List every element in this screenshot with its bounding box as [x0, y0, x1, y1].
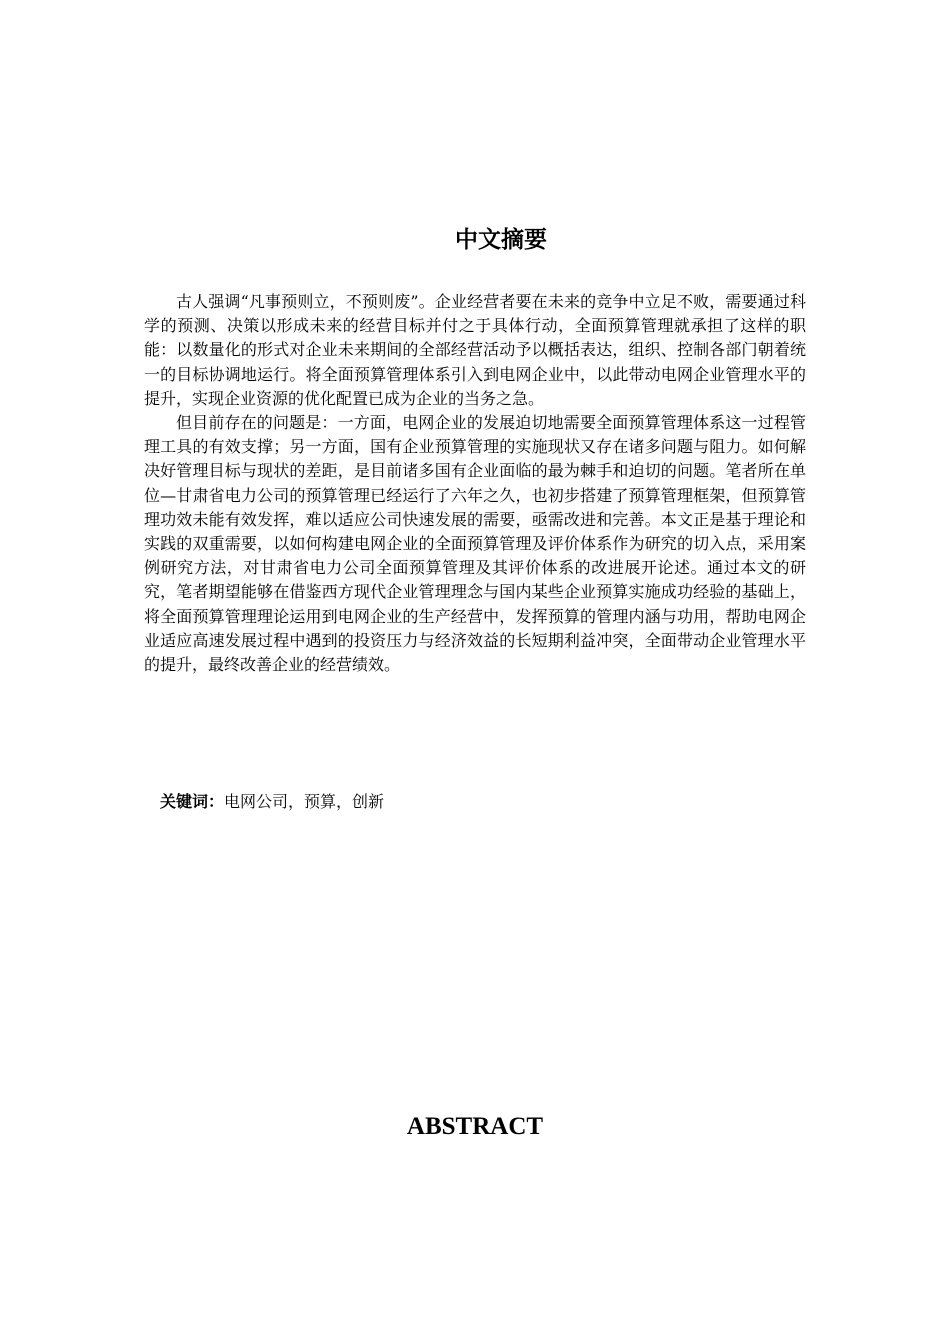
keywords-value: 电网公司，预算，创新 — [224, 792, 385, 811]
abstract-paragraph-2: 但目前存在的问题是：一方面，电网企业的发展迫切地需要全面预算管理体系这一过程管理工具的有效支撑；另一方面，国有企业预算管理的实施现状又存在诸多问题与阻力。如何解决好管理目标与现状的差距，是目前诸多国有企业面临的最为棘手和迫切的问题。笔者所在单位—甘肃省电力公司的预算管理已经运行了六年之久，也初步搭建了预算管理框架，但预算管理功效未能有效发挥，难以适应公司快速发展的需要，亟需改进和完善。本文正是基于理论和实践的双重需要，以如何构建电网企业的全面预算管理及评价体系作为研究的切入点，采用案例研究方法，对甘肃省电力公司全面预算管理及其评价体系的改进展开论述。通过本文的研究，笔者期望能够在借鉴西方现代企业管理理念与国内某些企业预算实施成功经验的基础上，将全面预算管理理论运用到电网企业的生产经营中，发挥预算的管理内涵与功用，帮助电网企业适应高速发展过程中遇到的投资压力与经济效益的长短期利益冲突，全面带动企业管理水平的提升，最终改善企业的经营绩效。 — [144, 413, 806, 675]
chinese-abstract-title: 中文摘要 — [455, 227, 547, 253]
abstract-paragraph-1: 古人强调“凡事预则立，不预则废”。企业经营者要在未来的竞争中立足不败，需要通过科学的预测、决策以形成未来的经营目标并付之于具体行动，全面预算管理就承担了这样的职能：以数量化的形式对企业未来期间的全部经营活动予以概括表达，组织、控制各部门朝着统一的目标协调地运行。将全面预算管理体系引入到电网企业中，以此带动电网企业管理水平的提升，实现企业资源的优化配置已成为企业的当务之急。 — [144, 292, 806, 408]
english-abstract-title: ABSTRACT — [406, 1113, 544, 1140]
keywords-line — [160, 790, 800, 814]
chinese-abstract-body — [144, 290, 806, 677]
keywords-label: 关键词： — [160, 792, 225, 811]
